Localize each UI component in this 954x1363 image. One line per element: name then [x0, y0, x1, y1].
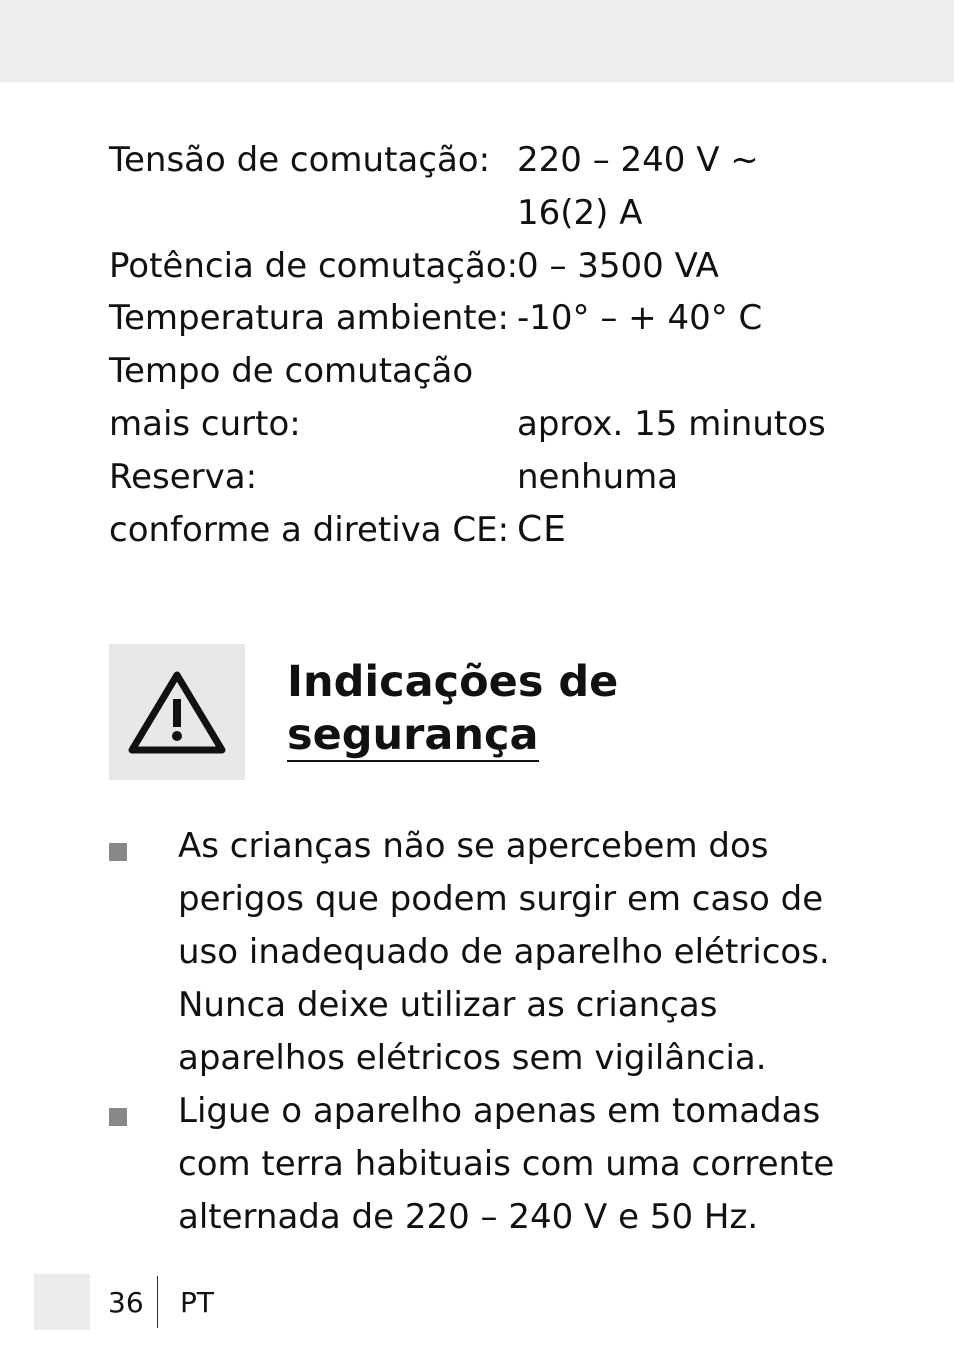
list-item — [109, 1085, 869, 1244]
spec-value: 16(2) A — [517, 192, 643, 233]
spec-value — [517, 345, 869, 398]
warning-box — [109, 644, 245, 780]
section-title-line1: Indicações de — [287, 657, 619, 707]
spec-label: Temperatura ambiente: — [109, 298, 509, 339]
safety-list — [109, 820, 869, 1244]
section-title-line2: segurança — [287, 710, 539, 760]
list-item-text: Ligue o aparelho apenas em tomadas com terra habituais com uma corrente alternada de 220 – 240 V e 50 Hz. — [178, 1091, 835, 1237]
language-code: PT — [180, 1286, 214, 1319]
spec-label: conforme a diretiva CE: — [109, 509, 510, 550]
spec-row — [109, 345, 869, 398]
list-item-text: As crianças não se apercebem dos perigos que podem surgir em caso de uso inadequado de aparelho elétricos. Nunca deixe utilizar as crianças aparelhos elétricos sem vigilância. — [178, 826, 830, 1078]
footer-divider — [157, 1276, 158, 1328]
spec-label: Potência de comutação: — [109, 245, 519, 286]
spec-row — [109, 398, 869, 451]
ce-mark: CE — [517, 508, 567, 550]
list-item — [109, 820, 869, 1085]
spec-value: nenhuma — [517, 456, 679, 497]
spec-label — [109, 187, 517, 240]
spec-value: -10° – + 40° C — [517, 298, 763, 339]
page-number: 36 — [108, 1286, 144, 1319]
spec-label: Tensão de comutação: — [109, 140, 491, 180]
spec-label: mais curto: — [109, 403, 301, 444]
spec-label: Tempo de comutação — [109, 351, 474, 392]
spec-row — [109, 240, 869, 293]
bullet-square-icon — [109, 1085, 178, 1244]
spec-row — [109, 134, 869, 187]
section-title — [287, 656, 618, 762]
spec-table — [109, 134, 869, 556]
spec-value: 0 – 3500 VA — [517, 245, 719, 286]
spec-row — [109, 451, 869, 504]
spec-label: Reserva: — [109, 456, 258, 497]
spec-value: aprox. 15 minutos — [517, 403, 826, 444]
warning-triangle-icon — [125, 666, 229, 758]
header-band — [0, 0, 954, 82]
bullet-square-icon — [109, 820, 178, 1085]
footer-box — [34, 1274, 90, 1330]
spec-value: 220 – 240 V ~ — [517, 140, 759, 180]
spec-row — [109, 292, 869, 345]
spec-row — [109, 504, 869, 557]
spec-row — [109, 187, 869, 240]
